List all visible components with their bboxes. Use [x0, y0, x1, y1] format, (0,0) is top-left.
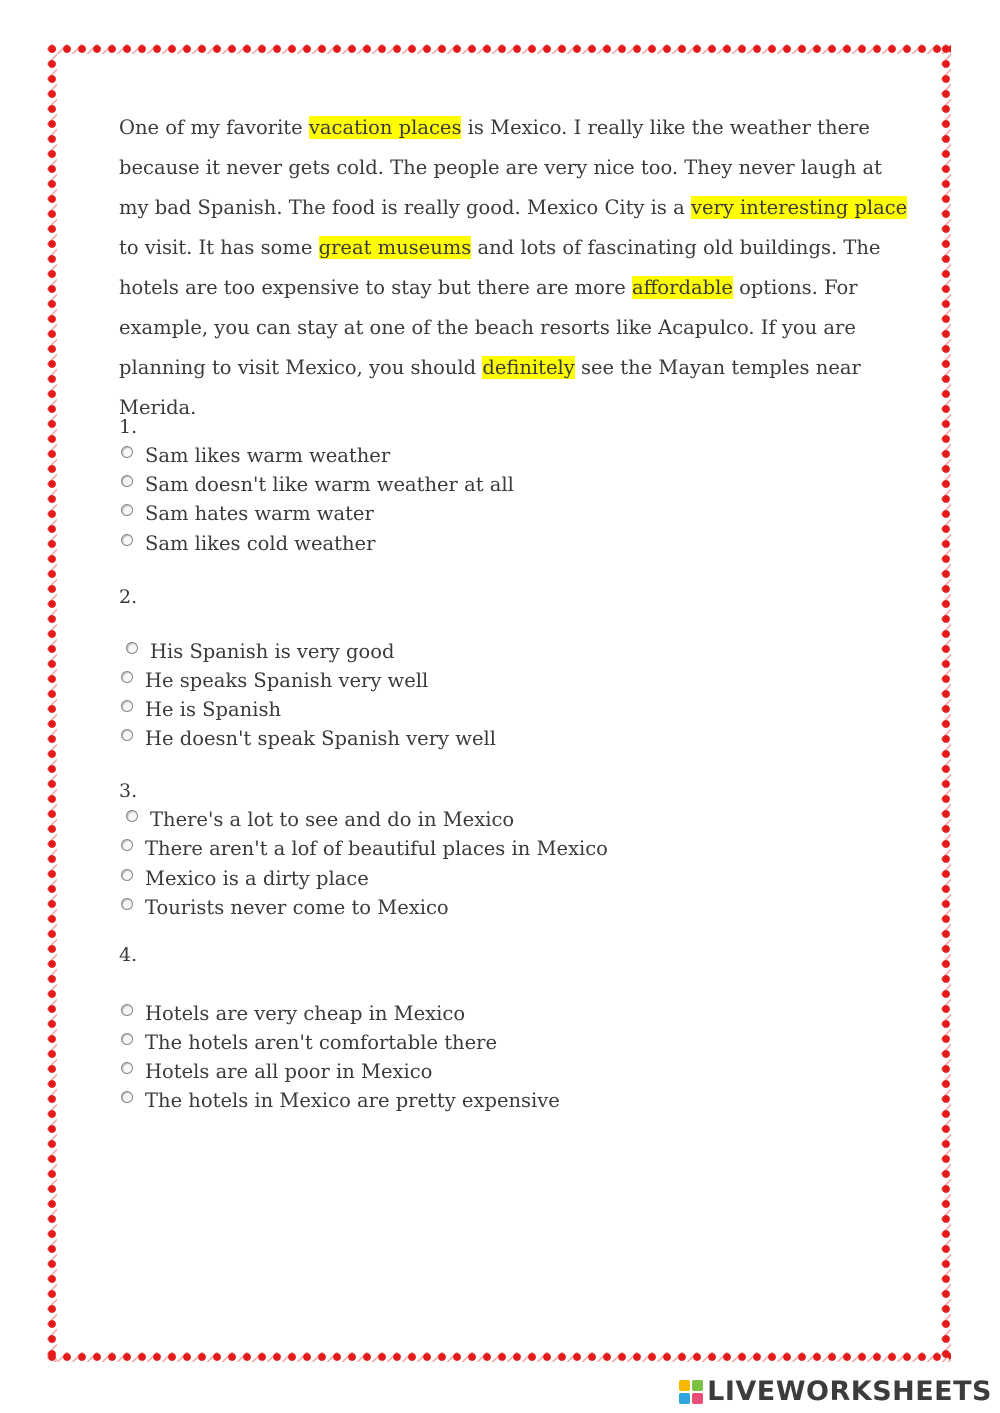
- option-label: Sam likes warm weather: [145, 444, 391, 467]
- option-label: Tourists never come to Mexico: [145, 896, 449, 919]
- option-label: Mexico is a dirty place: [145, 867, 369, 890]
- option-label: The hotels in Mexico are pretty expensive: [145, 1089, 560, 1112]
- question-2-option-b[interactable]: [121, 669, 428, 697]
- highlight-vacation-places: vacation places: [308, 116, 462, 139]
- question-2-option-a[interactable]: [126, 640, 394, 668]
- logo-text: LIVEWORKSHEETS: [707, 1376, 992, 1407]
- radio-button[interactable]: [121, 671, 133, 683]
- passage-text: and lots of fascinating old buildings. The hotels are too expensive to stay but there are more: [119, 236, 881, 299]
- highlight-affordable: affordable: [631, 276, 733, 299]
- radio-button[interactable]: [121, 534, 133, 546]
- option-label: Sam likes cold weather: [145, 532, 376, 555]
- question-1-option-c[interactable]: [121, 502, 374, 530]
- passage-text: see the Mayan temples near Merida.: [119, 356, 861, 419]
- radio-button[interactable]: [121, 1091, 133, 1103]
- option-label: The hotels aren't comfortable there: [145, 1031, 498, 1054]
- radio-button[interactable]: [121, 475, 133, 487]
- radio-button[interactable]: [121, 700, 133, 712]
- radio-button[interactable]: [121, 729, 133, 741]
- passage-text: One of my favorite: [119, 116, 309, 139]
- option-label: Hotels are very cheap in Mexico: [145, 1002, 466, 1025]
- highlight-definitely: definitely: [482, 356, 575, 379]
- highlight-very-interesting-place: very interesting place: [690, 196, 908, 219]
- question-4-option-c[interactable]: [121, 1060, 432, 1088]
- border-top: [47, 44, 951, 54]
- question-3-option-a[interactable]: [126, 808, 514, 836]
- question-4-option-b[interactable]: [121, 1031, 497, 1059]
- reading-passage: [119, 108, 909, 428]
- passage-text: to visit. It has some: [119, 236, 319, 259]
- radio-button[interactable]: [126, 642, 138, 654]
- option-label: He is Spanish: [145, 698, 282, 721]
- option-label: He speaks Spanish very well: [145, 669, 429, 692]
- question-1-option-b[interactable]: [121, 473, 514, 501]
- radio-button[interactable]: [121, 839, 133, 851]
- radio-button[interactable]: [121, 446, 133, 458]
- question-1-number: 1.: [119, 416, 138, 438]
- option-label: There aren't a lof of beautiful places in Mexico: [145, 837, 608, 860]
- question-3-number: 3.: [119, 780, 138, 802]
- option-label: Sam doesn't like warm weather at all: [145, 473, 514, 496]
- border-right: [941, 44, 951, 1362]
- option-label: Sam hates warm water: [145, 502, 374, 525]
- highlight-great-museums: great museums: [318, 236, 472, 259]
- radio-button[interactable]: [121, 869, 133, 881]
- option-label: There's a lot to see and do in Mexico: [150, 808, 515, 831]
- question-3-option-c[interactable]: [121, 867, 369, 895]
- question-2-option-d[interactable]: [121, 727, 496, 755]
- radio-button[interactable]: [121, 1033, 133, 1045]
- option-label: His Spanish is very good: [150, 640, 395, 663]
- question-4-option-d[interactable]: [121, 1089, 560, 1117]
- question-1-option-a[interactable]: [121, 444, 390, 472]
- radio-button[interactable]: [126, 810, 138, 822]
- radio-button[interactable]: [121, 1004, 133, 1016]
- radio-button[interactable]: [121, 898, 133, 910]
- border-left: [47, 44, 57, 1362]
- passage-text: is Mexico. I really like the weather there because it never gets cold. The people are very nice too. They never laugh at my bad Spanish. The food is really good. Mexico City is a: [119, 116, 882, 219]
- liveworksheets-logo: [679, 1376, 992, 1407]
- question-4-number: 4.: [119, 944, 138, 966]
- radio-button[interactable]: [121, 1062, 133, 1074]
- question-3-option-d[interactable]: [121, 896, 449, 924]
- option-label: Hotels are all poor in Mexico: [145, 1060, 433, 1083]
- question-1-option-d[interactable]: [121, 532, 375, 560]
- logo-icon: [679, 1380, 703, 1404]
- question-3-option-b[interactable]: [121, 837, 608, 865]
- question-2-option-c[interactable]: [121, 698, 281, 726]
- question-2-number: 2.: [119, 586, 138, 608]
- border-bottom: [47, 1352, 951, 1362]
- radio-button[interactable]: [121, 504, 133, 516]
- passage-text: options. For example, you can stay at one of the beach resorts like Acapulco. If you are planning to visit Mexico, you should: [119, 276, 858, 379]
- question-4-option-a[interactable]: [121, 1002, 465, 1030]
- option-label: He doesn't speak Spanish very well: [145, 727, 496, 750]
